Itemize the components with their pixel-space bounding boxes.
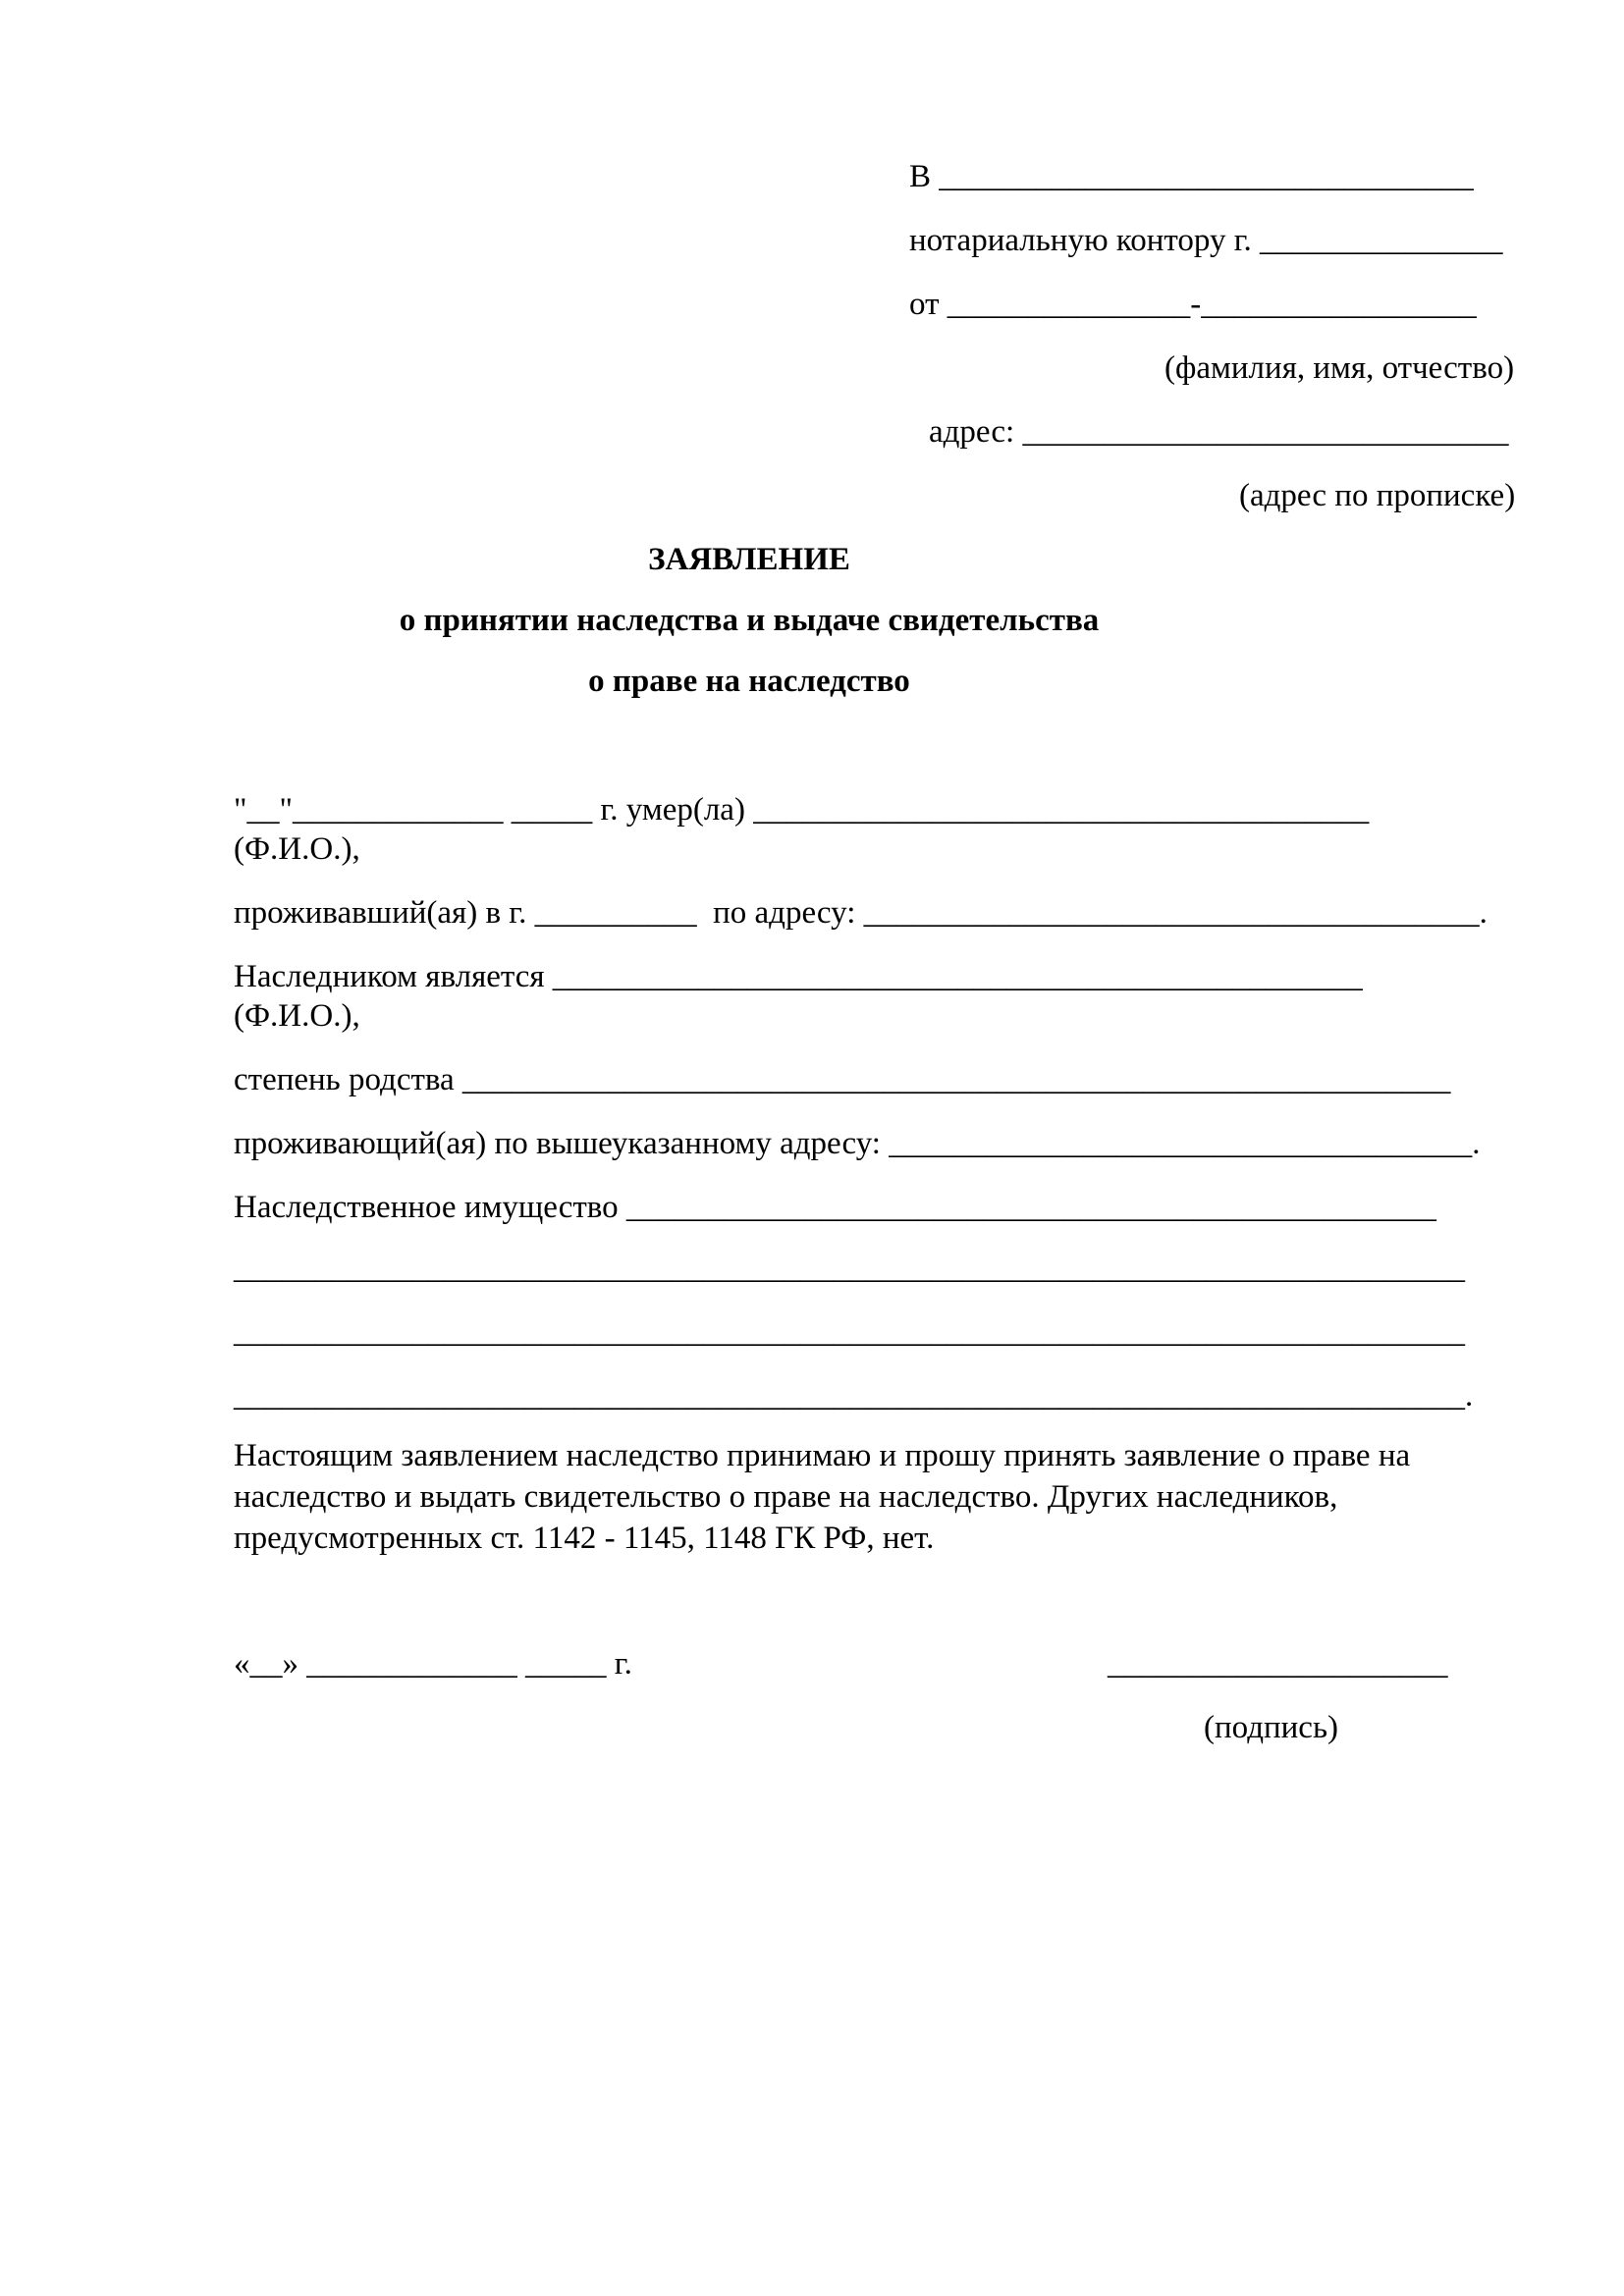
header-fio-caption: (фамилия, имя, отчество) xyxy=(1164,350,1515,386)
residence-line: проживавший(ая) в г. __________ по адресу: ______________________________________. xyxy=(234,895,1488,931)
document-title: ЗАЯВЛЕНИЕ xyxy=(648,542,850,577)
date-line: «__» _____________ _____ г. xyxy=(234,1646,632,1682)
header-to-line: В _________________________________ xyxy=(909,159,1474,194)
death-fio-caption: (Ф.И.О.), xyxy=(234,831,360,867)
header-notary-line: нотариальную контору г. _______________ xyxy=(909,223,1503,258)
document-subtitle-1: о принятии наследства и выдаче свидетельства xyxy=(399,603,1100,638)
kinship-line: степень родства _____________________________________________________________ xyxy=(234,1062,1451,1097)
signature-line: _____________________ xyxy=(1108,1646,1448,1682)
header-address-caption: (адрес по прописке) xyxy=(1239,478,1516,513)
statement-paragraph: Настоящим заявлением наследство принимаю и прошу принять заявление о праве на наследство и выдать свидетельство о праве на наследство. Других наследников, предусмотренных ст. 1142 - 1145, 1148 ГК РФ, нет. xyxy=(234,1438,1411,1556)
header-address-line: адрес: ______________________________ xyxy=(929,414,1509,450)
heir-fio-caption: (Ф.И.О.), xyxy=(234,998,360,1034)
document-subtitle-2: о праве на наследство xyxy=(588,664,910,699)
blank-line-1: ____________________________________________________________________________ xyxy=(234,1251,1465,1286)
signature-caption: (подпись) xyxy=(1204,1710,1338,1745)
property-line: Наследственное имущество __________________________________________________ xyxy=(234,1190,1436,1225)
blank-line-2: ____________________________________________________________________________ xyxy=(234,1314,1465,1350)
heir-address-line: проживающий(ая) по вышеуказанному адресу: ____________________________________. xyxy=(234,1126,1481,1161)
header-from-line: от _______________-_________________ xyxy=(909,287,1477,322)
death-date-line: "__"_____________ _____ г. умер(ла) ______________________________________ xyxy=(234,792,1370,828)
blank-line-3: ____________________________________________________________________________. xyxy=(234,1378,1474,1414)
heir-line: Наследником является __________________________________________________ xyxy=(234,959,1363,994)
